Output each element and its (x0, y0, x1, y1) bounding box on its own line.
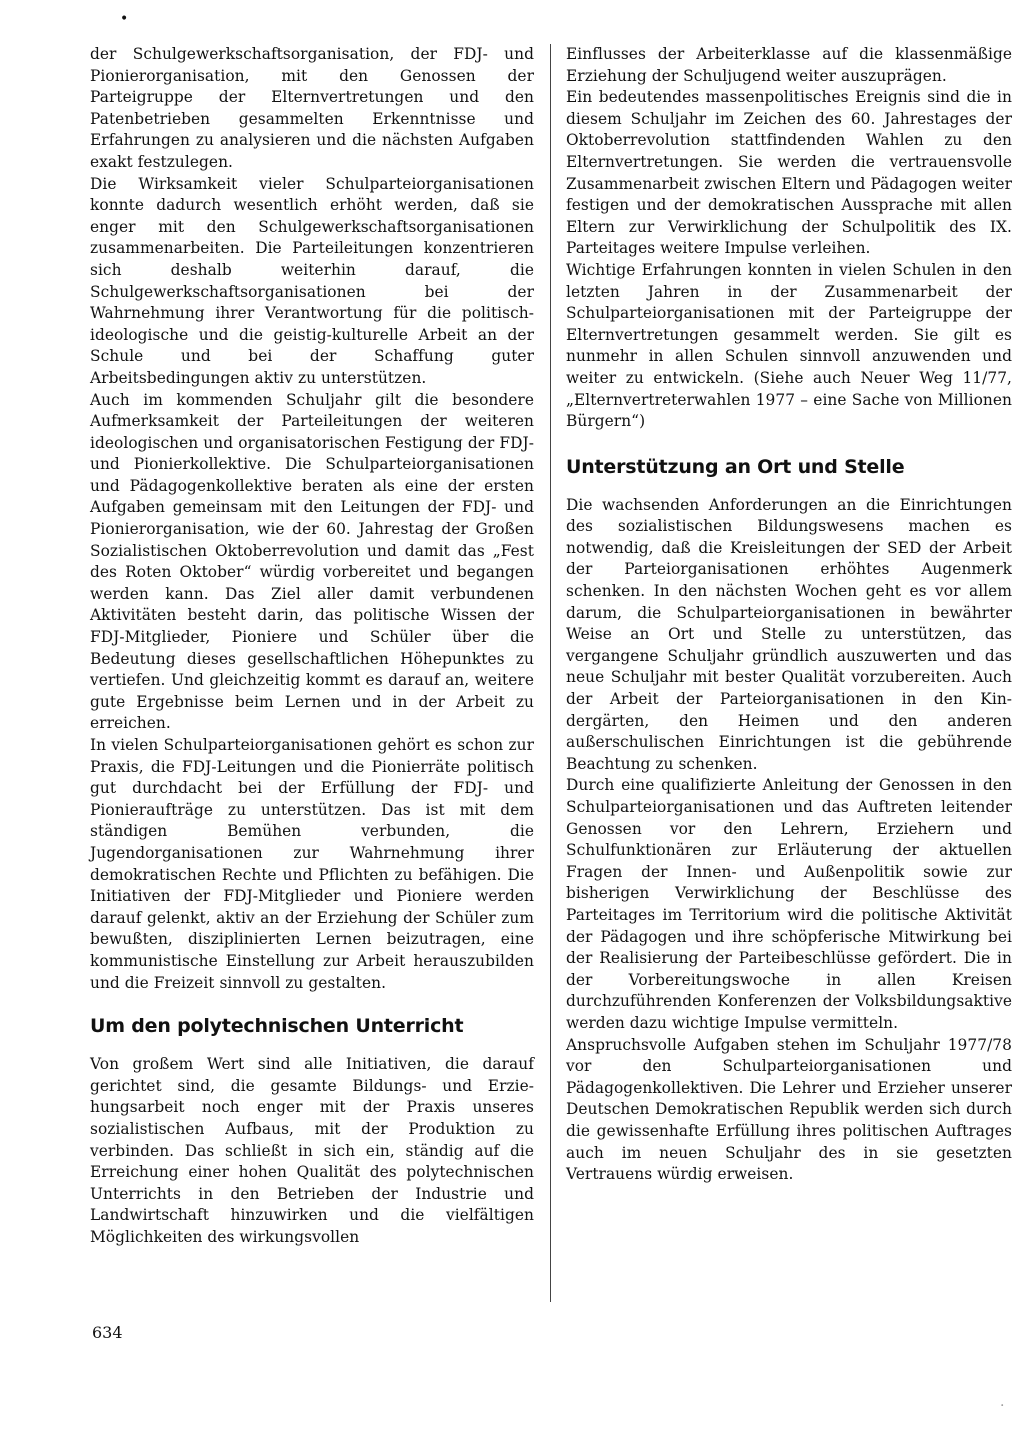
edge-mark: · (1000, 1398, 1005, 1414)
section-heading-polytechnic: Um den polytechnischen Unterricht (90, 1015, 464, 1038)
column-divider (550, 44, 551, 1302)
right-paragraph-1: Einflusses der Arbeiterklasse auf die klassenmäßige Erziehung der Schuljugend weiter auszuprägen. (566, 45, 1012, 85)
right-paragraph-5: Durch eine qualifizierte Anleitung der Genossen in den Schulparteiorganisationen und das Auftreten leitender Genossen vor den Lehrern, Erziehern und Schulfunktionären zur Erläuterung der aktuellen Fragen der Innen- und Außenpolitik sowie zur bisherigen Verwirklichung der Beschlüsse des Parteitages im Territorium wird die politische Aktivität der Pädagogen und ihre schöpferische Mitwirkung bei der Realisierung der Parteibeschlüsse gefördert. Die in der Vorbereitungswoche in allen Kreisen durchzuführenden Konferenzen der Volksbildungsaktive werden dazu wichtige Impulse vermitteln. (566, 776, 1012, 1032)
section-heading-support: Unterstützung an Ort und Stelle (566, 455, 905, 478)
left-paragraph-2: Die Wirksamkeit vieler Schulparteiorganisationen konnte dadurch wesentlich erhöht werden, daß sie enger mit den Schulgewerkschaftsorganisationen zusammenarbeiten. Die Parteileitungen konzentrieren sich deshalb weiterhin darauf, die Schulgewerkschaftsorganisationen bei der Wahrnehmung ihrer Verantwortung für die politisch-ideologische und die geistig-kulturelle Arbeit an der Schule und bei der Schaffung guter Arbeitsbedingungen aktiv zu unterstützen. (90, 174, 534, 387)
left-paragraph-5: Von großem Wert sind alle Initiativen, die darauf gerichtet sind, die gesamte Bildungs- und Erziehungsarbeit noch enger mit der Praxis unseres sozialistischen Aufbaus, mit der Produktion zu verbinden. Das schließt in sich ein, ständig auf die Erreichung einer hohen Qualität des polytechnischen Unterrichts in den Betrieben der Industrie und Landwirtschaft hinzuwirken und die vielfältigen Möglichkeiten des wirkungsvollen (90, 1055, 534, 1246)
right-paragraph-4: Die wachsenden Anforderungen an die Einrichtungen des sozialistischen Bildungswesens machen es notwendig, daß die Kreisleitungen der SED der Arbeit der Parteiorganisationen erhöhtes Augenmerk schenken. In den nächsten Wochen geht es vor allem darum, die Schulparteiorganisationen in bewährter Weise an Ort und Stelle zu unterstützen, das vergangene Schuljahr gründlich auszuwerten und das neue Schuljahr mit bester Qualität vorzubereiten. Auch der Arbeit der Parteiorganisationen in den Kindergärten, den Heimen und den anderen außerschulischen Einrichtungen ist die gebührende Beachtung zu schenken. (566, 495, 1012, 773)
right-column (566, 44, 1012, 1186)
right-paragraph-6: Anspruchsvolle Aufgaben stehen im Schuljahr 1977/78 vor den Schulparteiorganisationen und Pädagogenkollektiven. Die Lehrer und Erzieher unserer Deutschen Demokratischen Republik werden sich durch die gewissenhafte Erfüllung ihres politischen Auftrages auch im neuen Schuljahr des in sie gesetzten Vertrauens würdig erweisen. (566, 1035, 1012, 1184)
left-paragraph-4: In vielen Schulparteiorganisationen gehört es schon zur Praxis, die FDJ-Leitungen und die Pionierräte politisch gut durchdacht bei der Erfüllung der FDJ- und Pionieraufträge zu unterstützen. Das ist mit dem ständigen Bemühen verbunden, die Jugendorganisationen zur Wahrnehmung ihrer demokratischen Rechte und Pflichten zu befähigen. Die Initiativen der FDJ-Mitglieder und Pioniere werden darauf gelenkt, aktiv an der Erziehung der Schüler zum bewußten, disziplinierten Lernen beizutragen, eine kommunistische Einstellung zur Arbeit herauszubilden und die Freizeit sinnvoll zu gestalten. (90, 736, 534, 992)
left-paragraph-1: der Schulgewerkschaftsorganisation, der FDJ- und Pionierorganisation, mit den Genossen der Parteigruppe der Elternvertretungen und den Patenbetrieben gesammelten Erkenntnisse und Erfahrungen zu analysieren und die nächsten Aufgaben exakt festzulegen. (90, 45, 534, 171)
left-column (90, 44, 534, 1248)
page-number: 634 (92, 1323, 123, 1342)
corner-mark: • (120, 11, 129, 27)
right-paragraph-2: Ein bedeutendes massenpolitisches Ereignis sind die in diesem Schuljahr im Zeichen des 60. Jahrestages der Oktoberrevolution stattfindenden Wahlen zu den Elternvertretungen. Sie werden die vertrauensvolle Zusammenarbeit zwischen Eltern und Pädagogen weiter festigen und der demokratischen Aussprache mit allen Eltern zur Verwirklichung der Schulpolitik des IX. Parteitages weitere Impulse verleihen. (566, 88, 1012, 258)
left-paragraph-3: Auch im kommenden Schuljahr gilt die besondere Aufmerksamkeit der Parteileitungen der weiteren ideologischen und organisatorischen Festigung der FDJ- und Pionierkollektive. Die Schulparteiorganisationen und Pädagogenkollektive beraten als eine der ersten Aufgaben gemeinsam mit den Leitungen der FDJ- und Pionierorganisation, wie der 60. Jahrestag der Großen Sozialistischen Oktoberrevolution und damit das „Fest des Roten Oktober“ würdig vorbereitet und begangen werden kann. Das Ziel aller damit verbundenen Aktivitäten besteht darin, das politische Wissen der FDJ-Mitglieder, Pioniere und Schüler über die Bedeutung dieses gesellschaftlichen Höhepunktes zu vertiefen. Und gleichzeitig kommt es darauf an, weitere gute Ergebnisse beim Lernen und in der Arbeit zu erreichen. (90, 390, 534, 733)
right-paragraph-3: Wichtige Erfahrungen konnten in vielen Schulen in den letzten Jahren in der Zusammenarbeit der Schulparteiorganisationen mit der Parteigruppe der Elternvertretungen gesammelt werden. Sie gilt es nunmehr in allen Schulen sinnvoll anzuwenden und weiter zu entwickeln. (Siehe auch Neuer Weg 11/77, „Elternvertreterwahlen 1977 – eine Sache von Millionen Bürgern“) (566, 260, 1012, 431)
